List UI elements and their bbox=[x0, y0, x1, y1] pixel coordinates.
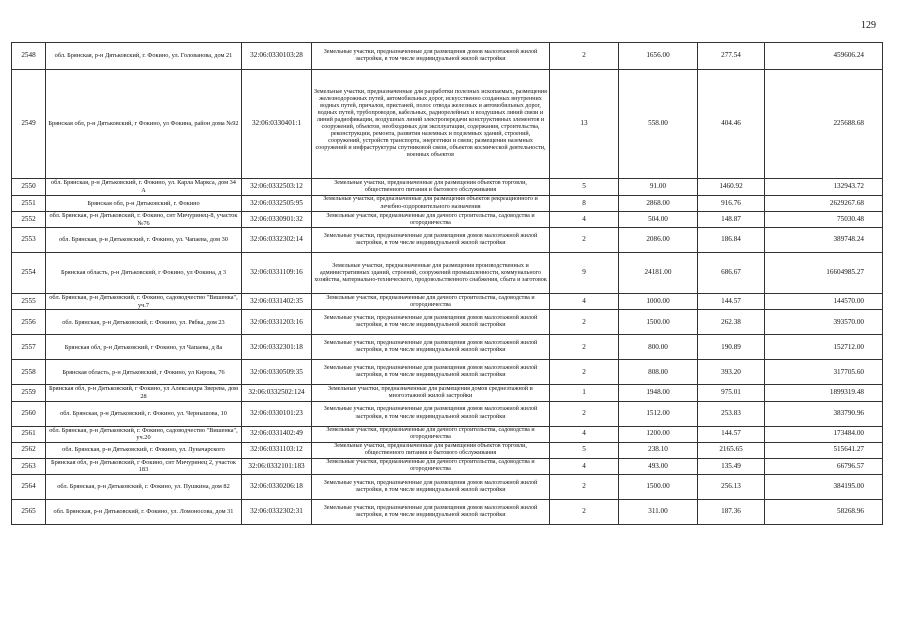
group-cell: 4 bbox=[550, 294, 619, 310]
address-cell: обл. Брянская, р-н Дятьковский, г. Фокино, ул. Ломоносова, дом 31 bbox=[46, 499, 242, 524]
area-cell: 2086.00 bbox=[619, 228, 698, 253]
land-use-cell: Земельные участки, предназначенные для размещения домов малоэтажной жилой застройки, в том числе индивидуальной жилой застройки bbox=[312, 499, 550, 524]
address-cell: обл. Брянская, р-н Дятьковский, г. Фокино, снт Мичуринец-8, участок №76 bbox=[46, 212, 242, 228]
area-cell: 1200.00 bbox=[619, 426, 698, 442]
table-row bbox=[12, 43, 883, 70]
table-row bbox=[12, 442, 883, 458]
cadastral-value-cell: 317705.60 bbox=[765, 360, 883, 385]
table-row bbox=[12, 499, 883, 524]
group-cell: 2 bbox=[550, 474, 619, 499]
land-use-cell: Земельные участки, предназначенные для размещения домов малоэтажной жилой застройки, в том числе индивидуальной жилой застройки bbox=[312, 474, 550, 499]
table-body bbox=[12, 43, 883, 525]
row-number-cell: 2558 bbox=[12, 360, 46, 385]
row-number-cell: 2561 bbox=[12, 426, 46, 442]
cadastral-number-cell: 32:06:0332301:18 bbox=[242, 335, 312, 360]
table-row bbox=[12, 196, 883, 212]
row-number-cell: 2550 bbox=[12, 179, 46, 196]
group-cell: 2 bbox=[550, 401, 619, 426]
row-number-cell: 2557 bbox=[12, 335, 46, 360]
table-row bbox=[12, 228, 883, 253]
area-cell: 1500.00 bbox=[619, 474, 698, 499]
area-cell: 1000.00 bbox=[619, 294, 698, 310]
group-cell: 2 bbox=[550, 360, 619, 385]
area-cell: 1948.00 bbox=[619, 385, 698, 401]
area-cell: 91.00 bbox=[619, 179, 698, 196]
address-cell: Брянская область, р-н Дятьковский, г Фокино, ул Кирова, 76 bbox=[46, 360, 242, 385]
group-cell: 1 bbox=[550, 385, 619, 401]
land-use-cell: Земельные участки, предназначенные для дачного строительства, садоводства и огородничества bbox=[312, 294, 550, 310]
area-cell: 24181.00 bbox=[619, 253, 698, 294]
land-use-cell: Земельные участки, предназначенные для дачного строительства, садоводства и огородничества bbox=[312, 458, 550, 474]
cadastral-number-cell: 32:06:0332505:95 bbox=[242, 196, 312, 212]
land-use-cell: Земельные участки, предназначенные для размещения производственных и административных зданий, строений, сооружений промышленности, коммунального хозяйства, материально-технического, продовольственного снабжения, сбыта и заготовок bbox=[312, 253, 550, 294]
area-cell: 238.10 bbox=[619, 442, 698, 458]
row-number-cell: 2556 bbox=[12, 310, 46, 335]
cadastral-number-cell: 32:06:0331103:12 bbox=[242, 442, 312, 458]
area-cell: 311.00 bbox=[619, 499, 698, 524]
specific-value-cell: 393.20 bbox=[698, 360, 765, 385]
specific-value-cell: 135.49 bbox=[698, 458, 765, 474]
group-cell: 4 bbox=[550, 212, 619, 228]
table-row bbox=[12, 360, 883, 385]
specific-value-cell: 187.36 bbox=[698, 499, 765, 524]
specific-value-cell: 404.46 bbox=[698, 70, 765, 179]
cadastral-number-cell: 32:06:0330101:23 bbox=[242, 401, 312, 426]
address-cell: обл. Брянская, р-н Дятьковский, г. Фокино, ул. Пушкина, дом 82 bbox=[46, 474, 242, 499]
address-cell: обл. Брянская, р-н Дятьковский, г. Фокино, ул. Луначарского bbox=[46, 442, 242, 458]
cadastral-table bbox=[11, 42, 883, 525]
specific-value-cell: 253.83 bbox=[698, 401, 765, 426]
row-number-cell: 2555 bbox=[12, 294, 46, 310]
row-number-cell: 2554 bbox=[12, 253, 46, 294]
address-cell: обл. Брянская, р-н Дятьковский, г. Фокино, садоводчество "Вишенка", уч.7 bbox=[46, 294, 242, 310]
specific-value-cell: 975.01 bbox=[698, 385, 765, 401]
cadastral-number-cell: 32:06:0332502:124 bbox=[242, 385, 312, 401]
row-number-cell: 2562 bbox=[12, 442, 46, 458]
cadastral-value-cell: 66796.57 bbox=[765, 458, 883, 474]
specific-value-cell: 148.87 bbox=[698, 212, 765, 228]
cadastral-value-cell: 1899319.48 bbox=[765, 385, 883, 401]
address-cell: Брянская обл, р-н Дятьковский, г. Фокино bbox=[46, 196, 242, 212]
cadastral-number-cell: 32:06:0331203:16 bbox=[242, 310, 312, 335]
address-cell: Брянская обл, р-н Дятьковский, г Фокино, ул Чапаева, д 8а bbox=[46, 335, 242, 360]
table-row bbox=[12, 294, 883, 310]
group-cell: 5 bbox=[550, 179, 619, 196]
row-number-cell: 2559 bbox=[12, 385, 46, 401]
area-cell: 808.00 bbox=[619, 360, 698, 385]
land-use-cell: Земельные участки, предназначенные для размещения объектов рекреационного и лечебно-оздоровительного назначения bbox=[312, 196, 550, 212]
table-row bbox=[12, 179, 883, 196]
table-row bbox=[12, 401, 883, 426]
group-cell: 8 bbox=[550, 196, 619, 212]
address-cell: обл. Брянская, р-н Дятьковский, г. Фокино, садоводчество "Вишенка", уч.20 bbox=[46, 426, 242, 442]
area-cell: 800.00 bbox=[619, 335, 698, 360]
specific-value-cell: 190.89 bbox=[698, 335, 765, 360]
specific-value-cell: 186.84 bbox=[698, 228, 765, 253]
cadastral-value-cell: 173484.00 bbox=[765, 426, 883, 442]
table-row bbox=[12, 385, 883, 401]
row-number-cell: 2565 bbox=[12, 499, 46, 524]
cadastral-number-cell: 32:06:0332302:14 bbox=[242, 228, 312, 253]
row-number-cell: 2564 bbox=[12, 474, 46, 499]
cadastral-value-cell: 389748.24 bbox=[765, 228, 883, 253]
area-cell: 558.00 bbox=[619, 70, 698, 179]
specific-value-cell: 256.13 bbox=[698, 474, 765, 499]
address-cell: обл. Брянская, р-н Дятьковский, г. Фокино, ул. Чернышова, 10 bbox=[46, 401, 242, 426]
address-cell: Брянская обл, р-н Дятьковский, г Фокино, ул Фокина, район дома №92 bbox=[46, 70, 242, 179]
row-number-cell: 2552 bbox=[12, 212, 46, 228]
table-row bbox=[12, 70, 883, 179]
table-row bbox=[12, 253, 883, 294]
specific-value-cell: 916.76 bbox=[698, 196, 765, 212]
land-use-cell: Земельные участки, предназначенные для размещения домов малоэтажной жилой застройки, в том числе индивидуальной жилой застройки bbox=[312, 228, 550, 253]
area-cell: 504.00 bbox=[619, 212, 698, 228]
land-use-cell: Земельные участки, предназначенные для размещения объектов торговли, общественного питания и бытового обслуживания bbox=[312, 179, 550, 196]
table-row bbox=[12, 212, 883, 228]
group-cell: 5 bbox=[550, 442, 619, 458]
table-row bbox=[12, 310, 883, 335]
cadastral-value-cell: 58268.96 bbox=[765, 499, 883, 524]
address-cell: Брянская обл, р-н Дятьковский, г Фокино, ул Александра Зверева, дом 28 bbox=[46, 385, 242, 401]
land-use-cell: Земельные участки, предназначенные для размещения домов малоэтажной жилой застройки, в том числе индивидуальной жилой застройки bbox=[312, 43, 550, 70]
land-use-cell: Земельные участки, предназначенные для размещения домов малоэтажной жилой застройки, в том числе индивидуальной жилой застройки bbox=[312, 310, 550, 335]
address-cell: обл. Брянская, р-н Дятьковский, г. Фокино, ул. Голованова, дом 21 bbox=[46, 43, 242, 70]
table-row bbox=[12, 426, 883, 442]
group-cell: 2 bbox=[550, 335, 619, 360]
specific-value-cell: 686.67 bbox=[698, 253, 765, 294]
cadastral-value-cell: 384195.00 bbox=[765, 474, 883, 499]
row-number-cell: 2560 bbox=[12, 401, 46, 426]
address-cell: обл. Брянская, р-н Дятьковский, г. Фокино, ул. Чапаева, дом 30 bbox=[46, 228, 242, 253]
specific-value-cell: 2165.65 bbox=[698, 442, 765, 458]
cadastral-number-cell: 32:06:0330509:35 bbox=[242, 360, 312, 385]
cadastral-number-cell: 32:06:0330401:1 bbox=[242, 70, 312, 179]
cadastral-value-cell: 144570.00 bbox=[765, 294, 883, 310]
table-row bbox=[12, 458, 883, 474]
cadastral-value-cell: 393570.00 bbox=[765, 310, 883, 335]
row-number-cell: 2548 bbox=[12, 43, 46, 70]
group-cell: 4 bbox=[550, 426, 619, 442]
group-cell: 13 bbox=[550, 70, 619, 179]
cadastral-value-cell: 225688.68 bbox=[765, 70, 883, 179]
specific-value-cell: 262.38 bbox=[698, 310, 765, 335]
area-cell: 493.00 bbox=[619, 458, 698, 474]
group-cell: 2 bbox=[550, 228, 619, 253]
row-number-cell: 2553 bbox=[12, 228, 46, 253]
row-number-cell: 2563 bbox=[12, 458, 46, 474]
cadastral-number-cell: 32:06:0331402:49 bbox=[242, 426, 312, 442]
cadastral-value-cell: 16604985.27 bbox=[765, 253, 883, 294]
area-cell: 1512.00 bbox=[619, 401, 698, 426]
land-use-cell: Земельные участки, предназначенные для размещения домов среднеэтажной и многоэтажной жилой застройки bbox=[312, 385, 550, 401]
group-cell: 2 bbox=[550, 43, 619, 70]
land-use-cell: Земельные участки, предназначенные для дачного строительства, садоводства и огородничества bbox=[312, 212, 550, 228]
cadastral-value-cell: 459606.24 bbox=[765, 43, 883, 70]
specific-value-cell: 144.57 bbox=[698, 294, 765, 310]
cadastral-value-cell: 383790.96 bbox=[765, 401, 883, 426]
land-use-cell: Земельные участки, предназначенные для размещения объектов торговли, общественного питания и бытового обслуживания bbox=[312, 442, 550, 458]
area-cell: 2868.00 bbox=[619, 196, 698, 212]
group-cell: 2 bbox=[550, 499, 619, 524]
cadastral-value-cell: 152712.00 bbox=[765, 335, 883, 360]
address-cell: обл. Брянская, р-н Дятьковский, г. Фокино, ул. Рябка, дом 23 bbox=[46, 310, 242, 335]
specific-value-cell: 144.57 bbox=[698, 426, 765, 442]
cadastral-value-cell: 515641.27 bbox=[765, 442, 883, 458]
specific-value-cell: 1460.92 bbox=[698, 179, 765, 196]
group-cell: 4 bbox=[550, 458, 619, 474]
cadastral-number-cell: 32:06:0330103:28 bbox=[242, 43, 312, 70]
cadastral-number-cell: 32:06:0331109:16 bbox=[242, 253, 312, 294]
cadastral-number-cell: 32:06:0332503:12 bbox=[242, 179, 312, 196]
group-cell: 2 bbox=[550, 310, 619, 335]
land-use-cell: Земельные участки, предназначенные для дачного строительства, садоводства и огородничества bbox=[312, 426, 550, 442]
group-cell: 9 bbox=[550, 253, 619, 294]
specific-value-cell: 277.54 bbox=[698, 43, 765, 70]
page-number: 129 bbox=[861, 20, 876, 31]
cadastral-value-cell: 75030.48 bbox=[765, 212, 883, 228]
cadastral-value-cell: 132943.72 bbox=[765, 179, 883, 196]
table-row bbox=[12, 335, 883, 360]
cadastral-value-cell: 2629267.68 bbox=[765, 196, 883, 212]
cadastral-number-cell: 32:06:0330206:18 bbox=[242, 474, 312, 499]
land-use-cell: Земельные участки, предназначенные для размещения домов малоэтажной жилой застройки, в том числе индивидуальной жилой застройки bbox=[312, 360, 550, 385]
row-number-cell: 2549 bbox=[12, 70, 46, 179]
land-use-cell: Земельные участки, предназначенные для размещения домов малоэтажной жилой застройки, в том числе индивидуальной жилой застройки bbox=[312, 335, 550, 360]
cadastral-number-cell: 32:06:0331402:35 bbox=[242, 294, 312, 310]
table-row bbox=[12, 474, 883, 499]
row-number-cell: 2551 bbox=[12, 196, 46, 212]
area-cell: 1500.00 bbox=[619, 310, 698, 335]
address-cell: Брянская область, р-н Дятьковский, г Фокино, ул Фокина, д 3 bbox=[46, 253, 242, 294]
cadastral-number-cell: 32:06:0332302:31 bbox=[242, 499, 312, 524]
area-cell: 1656.00 bbox=[619, 43, 698, 70]
land-use-cell: Земельные участки, предназначенные для размещения домов малоэтажной жилой застройки, в том числе индивидуальной жилой застройки bbox=[312, 401, 550, 426]
cadastral-number-cell: 32:06:0332101:183 bbox=[242, 458, 312, 474]
address-cell: Брянская обл, р-н Дятьковский, г Фокино, снт Мичуринец 2, участок 183 bbox=[46, 458, 242, 474]
address-cell: обл. Брянская, р-н Дятьковский, г. Фокино, ул. Карла Маркса, дом 34 А bbox=[46, 179, 242, 196]
land-use-cell: Земельные участки, предназначенные для разработки полезных ископаемых, размещения железнодорожных путей, автомобильных дорог, искусственно созданных внутренних водных путей, причалов, пристаней, полос отвода железных и автомобильных дорог, водных путей, трубопроводов, кабельных, радиорелейных и воздушных линий связи и линий радиофикации, воздушных линий электропередачи конструктивных элементов и сооружений, объектов, необходимых для эксплуатации, содержания, строительства, реконструкции, ремонта, развития наземных и подземных зданий, строений, сооружений, устройств транспорта, энергетики и связи; размещения наземных сооружений и инфраструктуры спутниковой связи, объектов космической деятельности, военных объектов bbox=[312, 70, 550, 179]
cadastral-number-cell: 32:06:0330901:32 bbox=[242, 212, 312, 228]
